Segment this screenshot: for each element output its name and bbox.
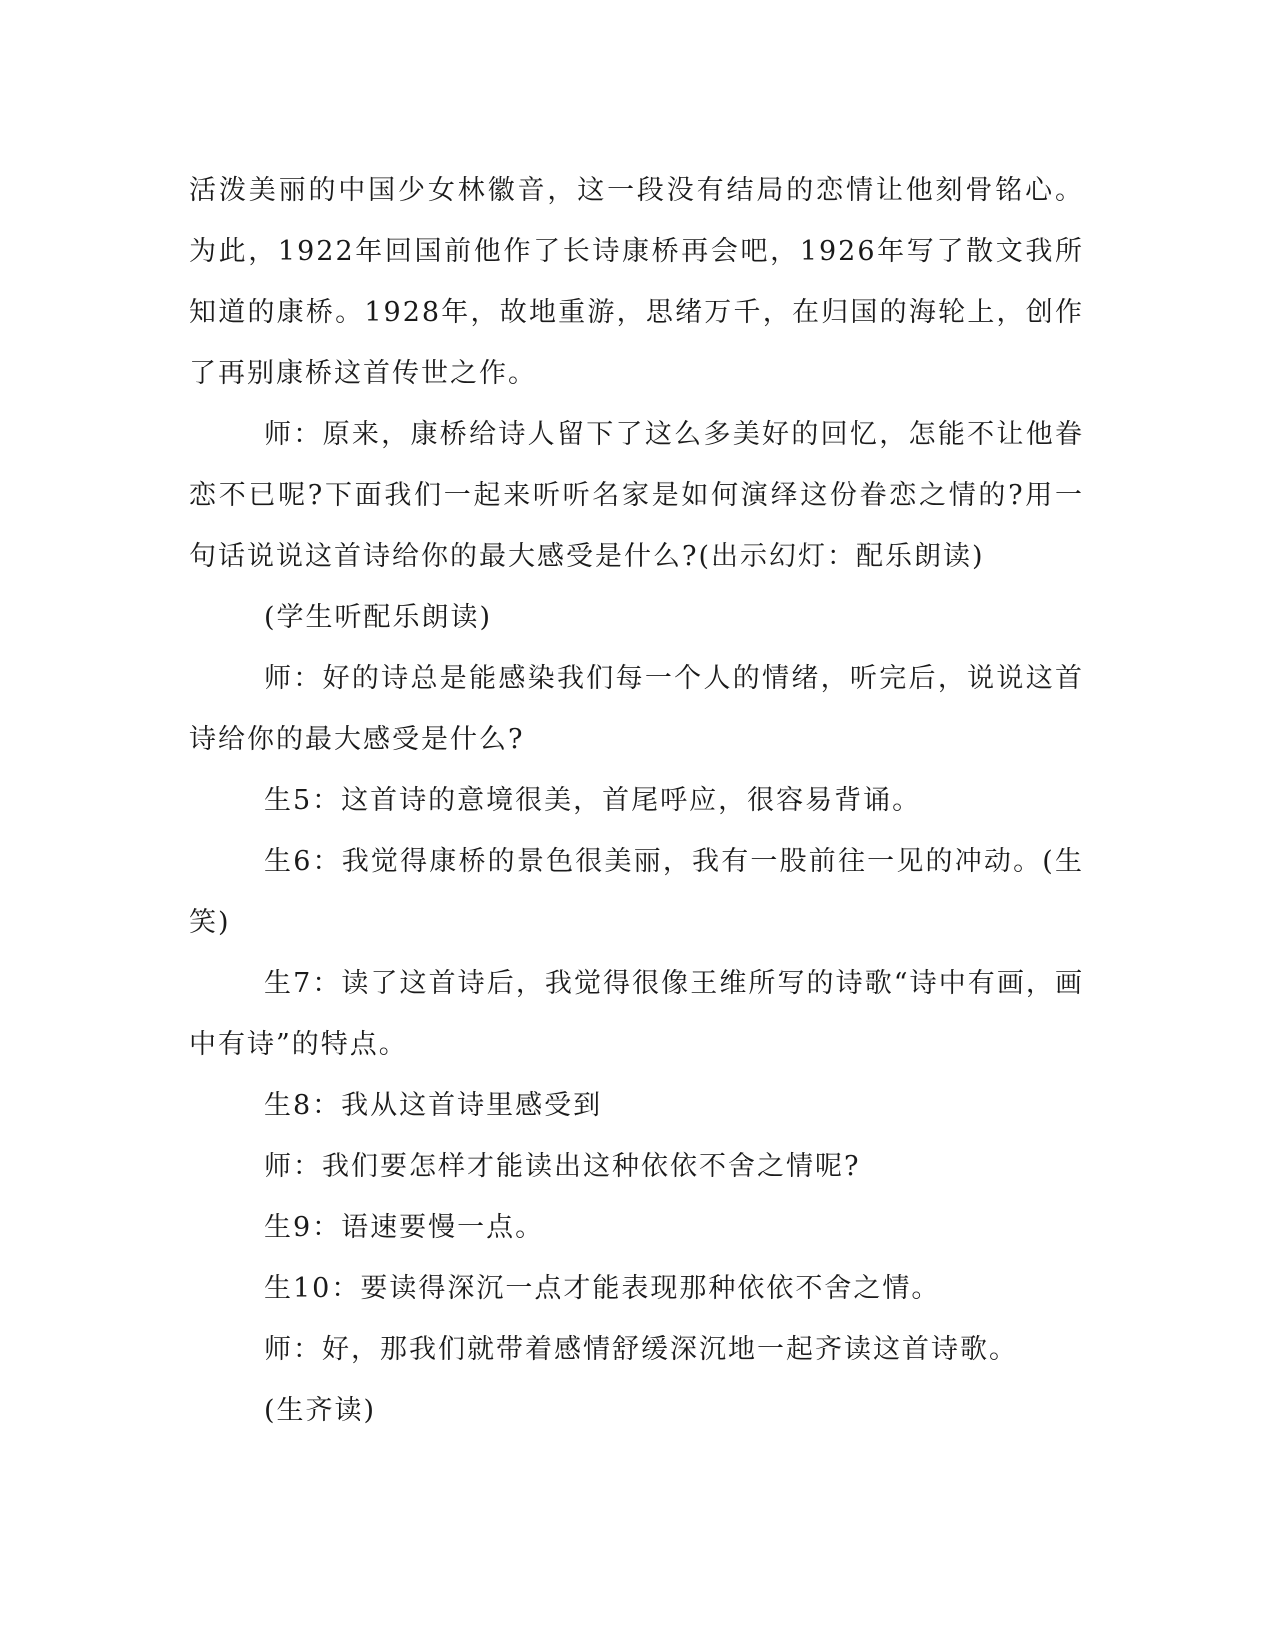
paragraph-student-7: 生7：读了这首诗后，我觉得很像王维所写的诗歌“诗中有画，画中有诗”的特点。 (189, 968, 1084, 1060)
paragraph-students-listen: (学生听配乐朗读) (264, 602, 493, 633)
paragraph-student-6: 生6：我觉得康桥的景色很美丽，我有一股前往一见的冲动。(生笑) (189, 846, 1084, 938)
paragraph-teacher-4: 师：好，那我们就带着感情舒缓深沉地一起齐读这首诗歌。 (264, 1334, 1018, 1365)
paragraph-students-read: (生齐读) (264, 1395, 377, 1426)
paragraph-student-8: 生8：我从这首诗里感受到 (264, 1090, 603, 1121)
paragraph-student-9: 生9：语速要慢一点。 (264, 1212, 545, 1243)
paragraph-teacher-2: 师：好的诗总是能感染我们每一个人的情绪，听完后，说说这首诗给你的最大感受是什么? (189, 663, 1084, 755)
paragraph-student-5: 生5：这首诗的意境很美，首尾呼应，很容易背诵。 (264, 785, 922, 816)
paragraph-student-10: 生10：要读得深沉一点才能表现那种依依不舍之情。 (264, 1273, 941, 1304)
paragraph-intro-continuation: 活泼美丽的中国少女林徽音，这一段没有结局的恋情让他刻骨铭心。为此，1922年回国前他作了长诗康桥再会吧，1926年写了散文我所知道的康桥。1928年，故地重游，思绪万千，在归国的海轮上，创作了再别康桥这首传世之作。 (189, 175, 1084, 389)
document-body (189, 160, 1084, 1441)
paragraph-teacher-3: 师：我们要怎样才能读出这种依依不舍之情呢? (264, 1151, 861, 1182)
paragraph-teacher-1: 师：原来，康桥给诗人留下了这么多美好的回忆，怎能不让他眷恋不已呢?下面我们一起来听听名家是如何演绎这份眷恋之情的?用一句话说说这首诗给你的最大感受是什么?(出示幻灯：配乐朗读) (189, 419, 1084, 572)
